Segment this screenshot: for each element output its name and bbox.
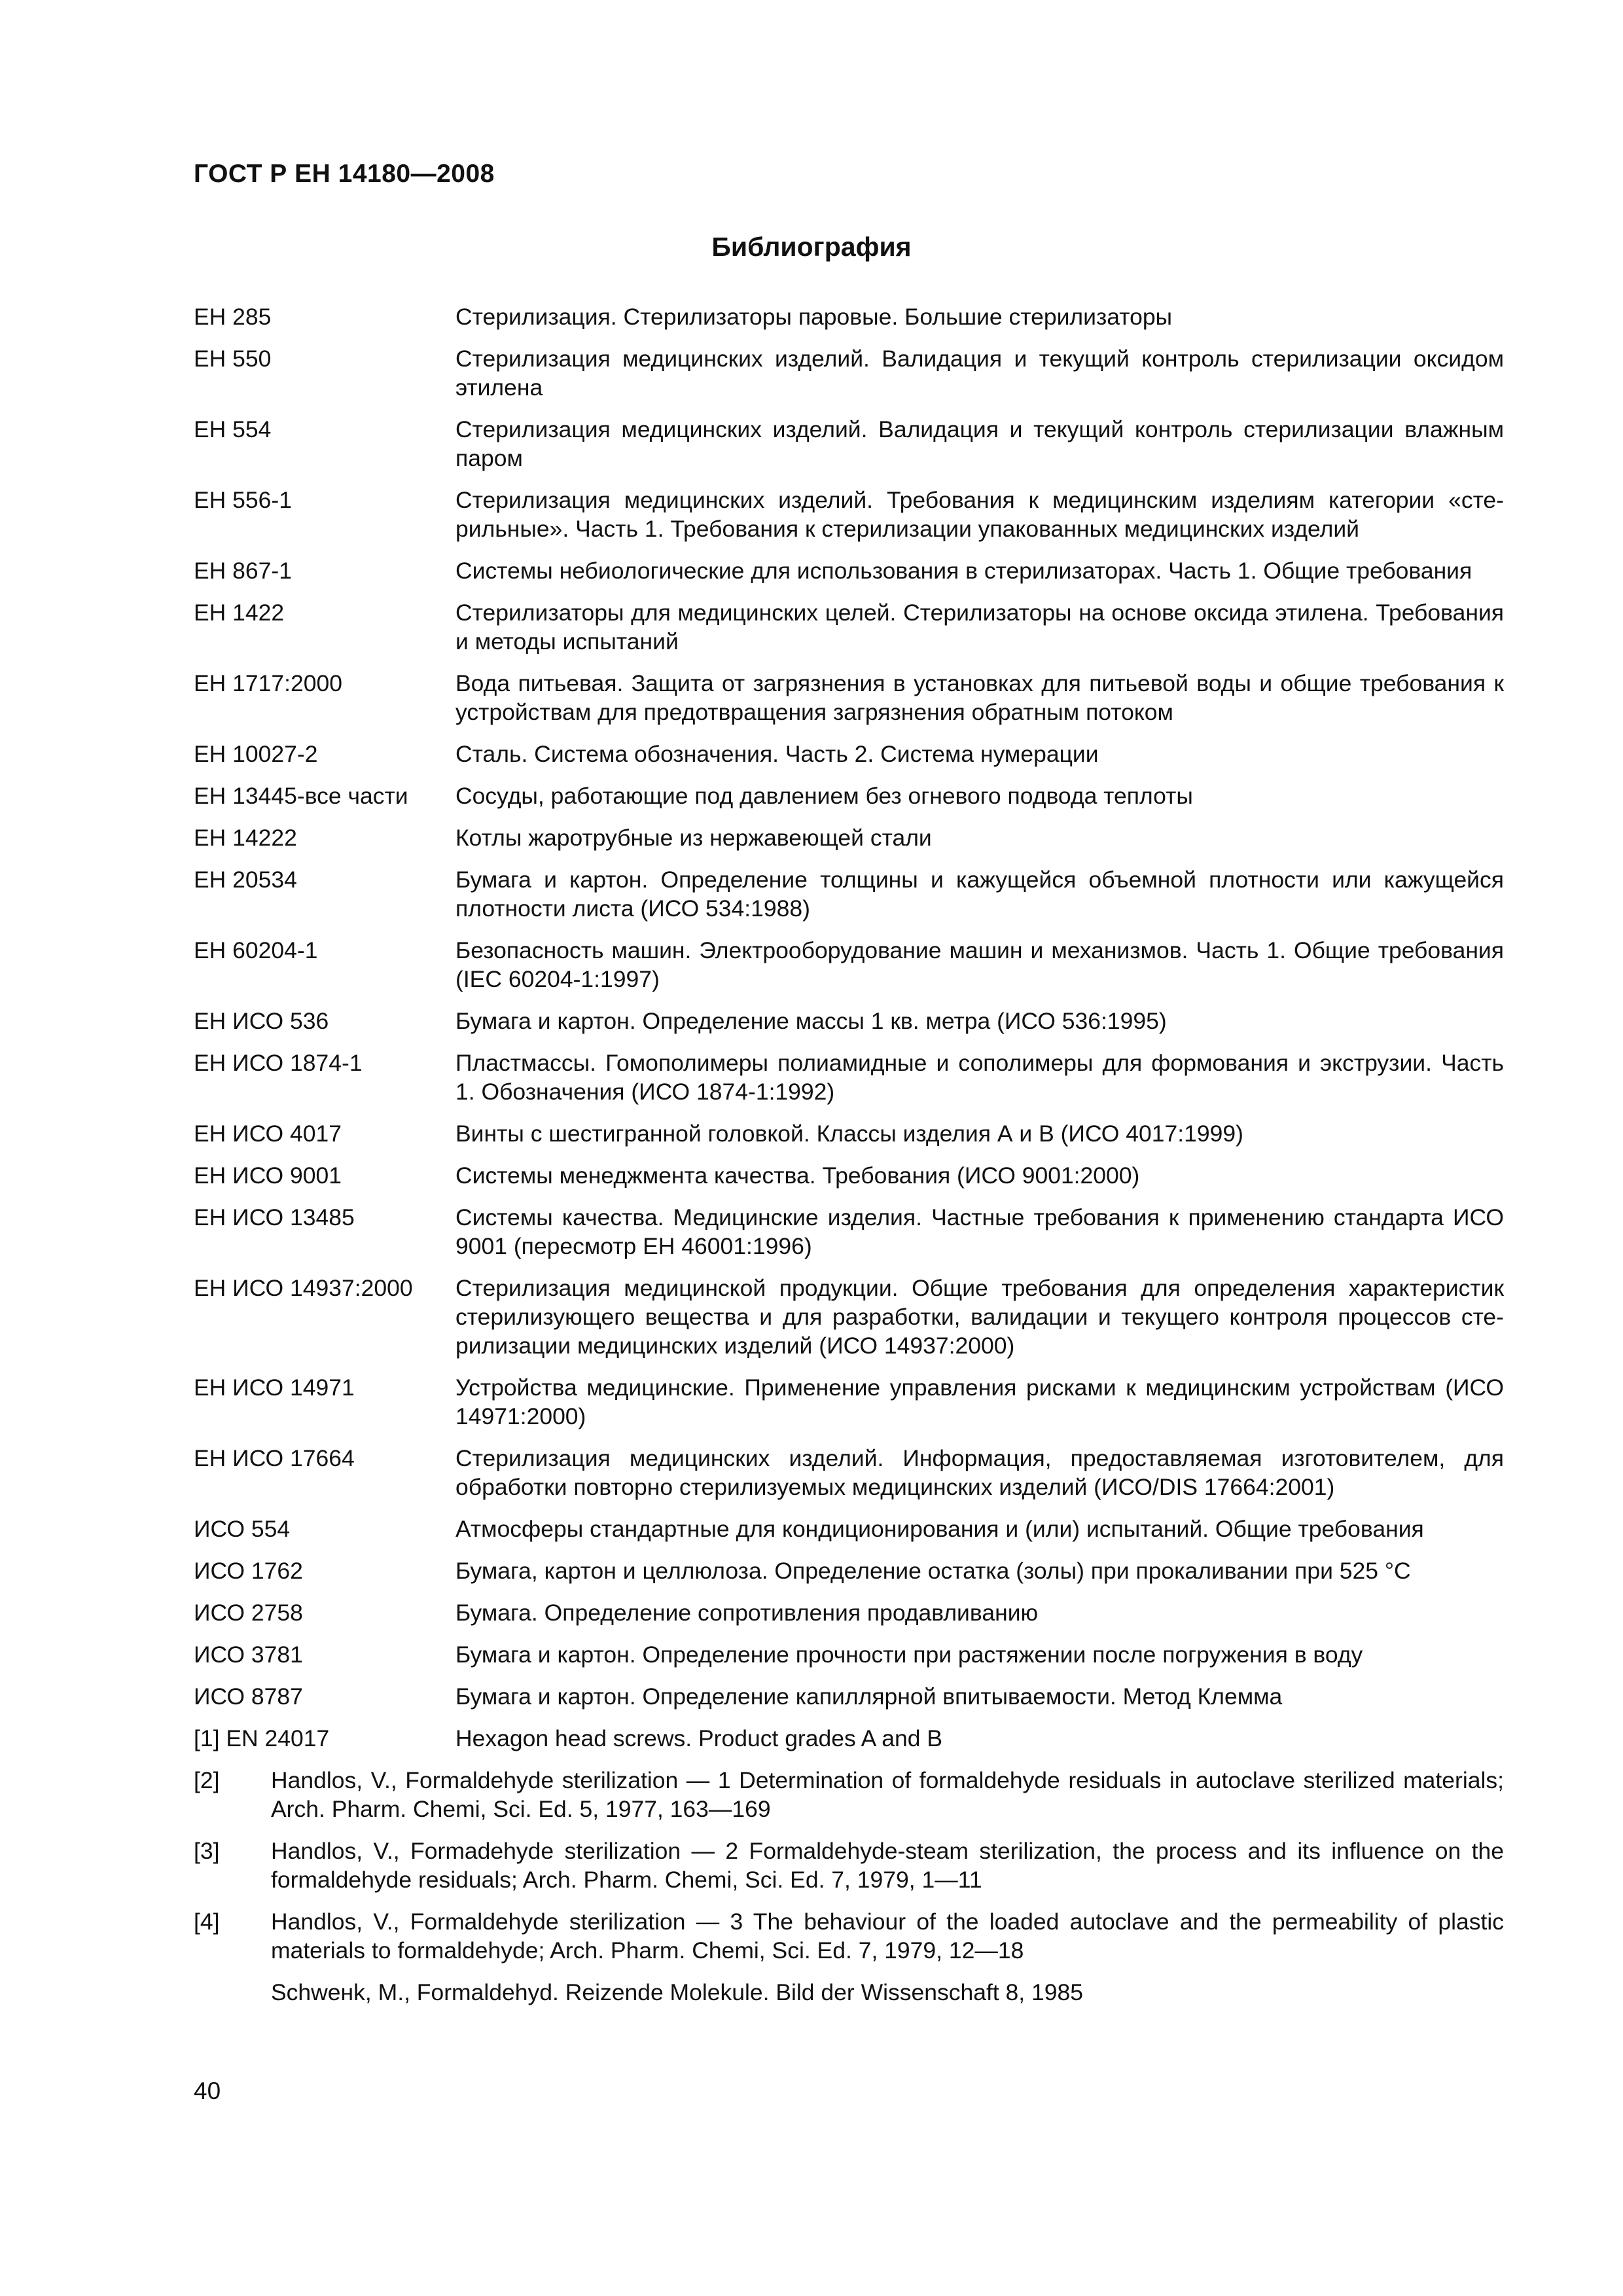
standard-entry <box>194 1049 1504 1106</box>
standard-entry <box>194 344 1504 402</box>
standard-entry <box>194 865 1504 923</box>
standard-entry <box>194 669 1504 726</box>
reference-text: Handlos, V., Formaldehyde sterilization — 1 Determination of formaldehyde residuals in autoclave sterilized materials; Arch. Pharm. Chemi, Sci. Ed. 5, 1977, 163—169 <box>271 1767 1504 1822</box>
standard-entry <box>194 1515 1504 1543</box>
standard-code: ЕН 1422 <box>194 600 285 626</box>
standard-title: Стерилизация медицинской продукции. Общие требования для определения характеристик стерилизующего вещества и для разработки, валидации и текущего контроля процессов стерилизации медицинских изделий (ИСО 14937:2000) <box>455 1275 1504 1359</box>
standard-entry <box>194 486 1504 543</box>
reference-number: [4] <box>194 1909 220 1935</box>
standard-code: ЕН 1717:2000 <box>194 670 342 696</box>
standard-entry <box>194 1373 1504 1431</box>
reference-text: Handlos, V., Formaldehyde sterilization — 3 The behaviour of the loaded autoclave and the permeability of plastic materials to formaldehyde; Arch. Pharm. Chemi, Sci. Ed. 7, 1979, 12—18 <box>271 1909 1504 1964</box>
standard-entry <box>194 823 1504 852</box>
reference-text: Handlos, V., Formadehyde sterilization — 2 Formaldehyde-steam sterilization, the process and its influence on the formaldehyde residuals; Arch. Pharm. Chemi, Sci. Ed. 7, 1979, 1—11 <box>271 1838 1504 1893</box>
standard-entry <box>194 1161 1504 1190</box>
standard-title: Бумага и картон. Определение прочности при растяжении после погружения в воду <box>455 1641 1363 1668</box>
reference-number <box>194 1978 271 2007</box>
standard-title: Бумага и картон. Определение массы 1 кв. метра (ИСО 536:1995) <box>455 1008 1167 1034</box>
standard-code: ЕН 867-1 <box>194 558 292 584</box>
standard-code: ИСО 3781 <box>194 1641 303 1668</box>
standard-title: Hexagon head screws. Product grades A and B <box>455 1725 942 1751</box>
standard-title: Сосуды, работающие под давлением без огневого подвода теплоты <box>455 783 1193 809</box>
standard-entry <box>194 415 1504 473</box>
standard-code: ЕН ИСО 1874-1 <box>194 1050 363 1076</box>
standard-title: Стерилизация медицинских изделий. Валидация и текущий контроль стерилизации влажным паром <box>455 416 1504 471</box>
standard-entry <box>194 556 1504 585</box>
standard-code: ЕН 556-1 <box>194 487 292 513</box>
standard-title: Бумага и картон. Определение капиллярной впитываемости. Метод Клемма <box>455 1683 1283 1710</box>
standard-code: ЕН 554 <box>194 416 272 442</box>
standard-code: ЕН ИСО 17664 <box>194 1445 355 1471</box>
standard-title: Вода питьевая. Защита от загрязнения в установках для питьевой воды и общие требования к устройствам для предотвращения загрязнения обратным потоком <box>455 670 1504 725</box>
standard-title: Стерилизация медицинских изделий. Валидация и текущий контроль стерилизации оксидом этилена <box>455 346 1504 401</box>
standard-title: Стерилизация. Стерилизаторы паровые. Большие стерилизаторы <box>455 304 1173 330</box>
reference-entry <box>194 1978 1504 2007</box>
standard-code: ЕН 60204-1 <box>194 937 318 963</box>
standard-code: ИСО 8787 <box>194 1683 303 1710</box>
reference-number: [2] <box>194 1767 220 1793</box>
standard-title: Бумага, картон и целлюлоза. Определение остатка (золы) при прокаливании при 525 °С <box>455 1558 1411 1584</box>
standard-title: Пластмассы. Гомополимеры полиамидные и сополимеры для формования и экструзии. Часть 1. Обозначения (ИСО 1874-1:1992) <box>455 1050 1504 1105</box>
standard-entry <box>194 781 1504 810</box>
standard-entry <box>194 740 1504 768</box>
standard-entry <box>194 936 1504 994</box>
reference-text: Schweнk, M., Formaldehyd. Reizende Molekule. Bild der Wissenschaft 8, 1985 <box>271 1979 1083 2005</box>
bibliography-list <box>194 302 1504 2020</box>
section-title: Библиография <box>711 232 912 262</box>
standard-title: Системы качества. Медицинские изделия. Частные требования к применению стандарта ИСО 9001 (пересмотр ЕН 46001:1996) <box>455 1204 1504 1259</box>
standard-code: ИСО 1762 <box>194 1558 303 1584</box>
standard-title: Атмосферы стандартные для кондиционирования и (или) испытаний. Общие требования <box>455 1516 1424 1542</box>
standard-entry <box>194 1724 1504 1753</box>
standard-entry <box>194 1007 1504 1035</box>
reference-number: [3] <box>194 1838 220 1864</box>
standard-title: Устройства медицинские. Применение управления рисками к медицинским устройствам (ИСО 14971:2000) <box>455 1374 1504 1429</box>
reference-entry <box>194 1766 1504 1823</box>
standard-code: ИСО 554 <box>194 1516 291 1542</box>
standard-entry <box>194 1640 1504 1669</box>
standard-code: ЕН ИСО 13485 <box>194 1204 355 1230</box>
standard-entry <box>194 1682 1504 1711</box>
standard-title: Стерилизация медицинских изделий. Информация, предоставляемая изготовителем, для обработки повторно стерилизуемых медицинских изделий (ИСО/DIS 17664:2001) <box>455 1445 1504 1500</box>
standard-code: ИСО 2758 <box>194 1600 303 1626</box>
standard-code: ЕН 14222 <box>194 825 297 851</box>
standard-title: Системы менеджмента качества. Требования (ИСО 9001:2000) <box>455 1162 1140 1189</box>
standard-code: ЕН 10027-2 <box>194 741 318 767</box>
standard-code: ЕН 285 <box>194 304 272 330</box>
standard-entry <box>194 1203 1504 1261</box>
standard-entry <box>194 1119 1504 1148</box>
standard-entry <box>194 1598 1504 1627</box>
standard-code: ЕН 550 <box>194 346 272 372</box>
standard-code: ЕН ИСО 14937:2000 <box>194 1275 413 1301</box>
standard-entry <box>194 1444 1504 1501</box>
standard-code: ЕН ИСО 14971 <box>194 1374 355 1401</box>
standard-title: Бумага и картон. Определение толщины и кажущейся объемной плотности или кажущейся плотности листа (ИСО 534:1988) <box>455 867 1504 922</box>
standard-title: Системы небиологические для использования в стерилизаторах. Часть 1. Общие требования <box>455 558 1472 584</box>
standard-title: Винты с шестигранной головкой. Классы изделия А и В (ИСО 4017:1999) <box>455 1121 1243 1147</box>
reference-entry <box>194 1837 1504 1894</box>
standard-entry <box>194 302 1504 331</box>
standard-title: Безопасность машин. Электрооборудование машин и механизмов. Часть 1. Общие требования (IEC 60204-1:1997) <box>455 937 1504 992</box>
standard-code: ЕН ИСО 9001 <box>194 1162 342 1189</box>
standard-title: Стерилизаторы для медицинских целей. Стерилизаторы на основе оксида этилена. Требования и методы испытаний <box>455 600 1504 655</box>
standard-title: Стерилизация медицинских изделий. Требования к медицинским изделиям категории «стерильные». Часть 1. Требования к стерилизации упакованных медицинских изделий <box>455 487 1504 542</box>
standard-entry <box>194 1274 1504 1360</box>
standard-title: Котлы жаротрубные из нержавеющей стали <box>455 825 932 851</box>
standard-title: Сталь. Система обозначения. Часть 2. Система нумерации <box>455 741 1099 767</box>
standard-entry <box>194 1556 1504 1585</box>
reference-entry <box>194 1907 1504 1965</box>
standard-code: [1] EN 24017 <box>194 1725 330 1751</box>
standard-code: ЕН ИСО 536 <box>194 1008 329 1034</box>
standard-code: ЕН 20534 <box>194 867 297 893</box>
standard-code: ЕН 13445-все части <box>194 783 408 809</box>
standard-code: ЕН ИСО 4017 <box>194 1121 342 1147</box>
document-code-header: ГОСТ Р ЕН 14180—2008 <box>194 160 495 188</box>
standard-entry <box>194 598 1504 656</box>
page-number: 40 <box>194 2077 221 2104</box>
standard-title: Бумага. Определение сопротивления продавливанию <box>455 1600 1039 1626</box>
